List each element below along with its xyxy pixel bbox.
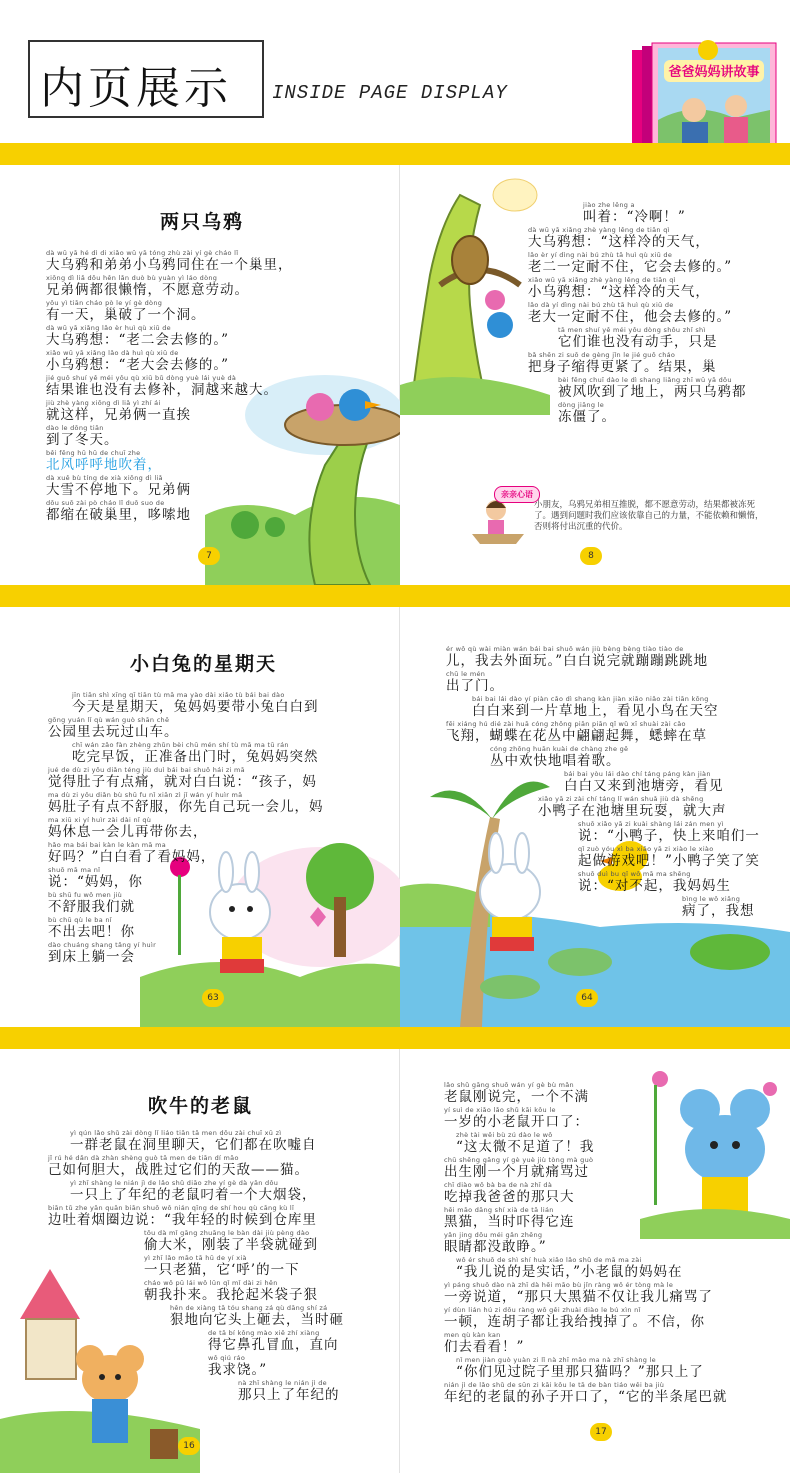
book-cover-title: 爸爸妈妈讲故事 [668,65,760,80]
story-title: 两只乌鸦 [160,211,245,233]
text-line: shuō mā ma nǐ 说：“妈妈，你 [48,866,143,890]
text-line: gōng yuán lǐ qù wán guò shān chē 公园里去玩过山车。 [48,716,179,740]
text-line: bù shū fu wǒ men jiù 不舒服我们就 [48,891,135,915]
page-number: 8 [580,547,602,565]
text-line: lǎo shǔ gāng shuō wán yí gè bù mǎn 老鼠刚说完，一个不满 [444,1081,589,1105]
text-line: jīn tiān shì xīng qī tiān tù mā ma yào dài xiǎo tù bái bai dào 今天是星期天，兔妈妈要带小兔白白到 [72,691,319,715]
text-line: qǐ zuò yóu xì ba xiǎo yā zi xiào le xiào 起做游戏吧！”小鸭子笑了笑 [578,845,760,869]
page-title: 内页展示 [40,63,232,114]
text-line: chī diào wǒ bà ba de nà zhī dà 吃掉我爸爸的那只大 [444,1181,575,1205]
tip-box [470,486,770,546]
text-line: ma dù zi yǒu diǎn bù shū fu nǐ xiān zì jǐ wán yí huìr mā 妈肚子有点不舒服，你先自己玩一会儿，妈 [48,791,324,815]
text-line: dào le dōng tiān 到了冬天。 [46,424,119,448]
story-title: 小白兔的星期天 [130,653,278,675]
text-line: xiǎo yā zi zài chí táng lǐ wán shuǎ jiù dà shēng 小鸭子在池塘里玩耍，就大声 [538,795,727,819]
text-line: xiǎo wū yā xiǎng zhè yàng lěng de tiān qì 小乌鸦想：“这样冷的天气， [528,276,710,300]
text-line: bái bai lái dào yí piàn cǎo dì shang kàn jiàn xiǎo niǎo zài tiān kōng 白白来到一片草地上，看见小鸟在天空 [472,695,719,719]
page-subtitle: INSIDE PAGE DISPLAY [272,82,508,104]
text-line: běi fēng hū hū de chuī zhe 北风呼呼地吹着， [46,449,162,473]
text-line: jiào zhe lěng a 叫着：“冷啊！” [583,201,686,225]
text-line: yì páng shuō dào nà zhī dà hēi māo bù jǐn ràng wǒ ér tòng mà le 一旁说道，“那只大黑猫不仅让我儿痛骂了 [444,1281,713,1305]
page-64 [400,607,790,1027]
book-cover-image [624,40,778,160]
text-line: jié guǒ shuí yě méi yǒu qù xiū bǔ dòng yuè lái yuè dà 结果谁也没有去修补，洞越来越大。 [46,374,278,398]
text-line: xiǎo wū yā xiǎng lǎo dà huì qù xiū de 小乌鸦想：“老大会去修的。” [46,349,230,373]
text-line: yì qún lǎo shǔ zài dòng lǐ liáo tiān tā men dōu zài chuī xū zì 一群老鼠在洞里聊天，它们都在吹嘘自 [70,1129,317,1153]
text-line: shuō duì bu qǐ wǒ mā ma shēng 说：“对不起，我妈妈生 [578,870,731,894]
text-line: chū shēng gāng yí gè yuè jiù tòng mà guò 出生刚一个月就痛骂过 [444,1156,594,1180]
page-number: 17 [590,1423,612,1441]
text-line: jué de dù zi yǒu diǎn téng jiù duì bái bai shuō hái zi mā 觉得肚子有点痛，就对白白说：“孩子，妈 [48,766,317,790]
spread-boasting-mouse [0,1049,790,1473]
right-page-text [528,201,747,426]
text-line: yǎn jing dōu méi gǎn zhēng 眼睛都没敢睁。” [444,1231,547,1255]
title-box [28,40,264,118]
text-line: dōu suō zài pò cháo lǐ duō suo de 都缩在破巢里，哆嗦地 [46,499,191,523]
text-line: fēi xiáng hú dié zài huā cóng zhōng piān piān qǐ wǔ xī shuài zài cǎo 飞翔，蝴蝶在花丛中翩翩起舞，蟋蟀在草 [446,720,707,744]
text-line: lǎo èr yí dìng nài bú zhù tā huì qù xiū de 老二一定耐不住，它会去修的。” [528,251,733,275]
text-line: tōu dà mǐ gāng zhuāng le bàn dài jiù pèng dào 偷大米，刚装了半袋就碰到 [144,1229,318,1253]
yellow-band-2 [0,1027,790,1049]
text-line: dòng jiāng le 冻僵了。 [558,401,616,425]
tip-text: 小朋友，乌鸦兄弟相互推脱，都不愿意劳动，结果都被冻死了。遇到问题时我们应该依靠自己的力量，不能依赖和懒惰，否则将付出沉重的代价。 [534,500,764,532]
text-line: dà wū yā hé dì di xiǎo wū yā tóng zhù zài yí gè cháo lǐ 大乌鸦和弟弟小乌鸦同住在一个巢里， [46,249,293,273]
text-line: bìng le wǒ xiǎng 病了，我想 [682,895,755,919]
text-line: bù chū qù le ba nǐ 不出去吧！你 [48,916,135,940]
page-63 [0,607,400,1027]
text-line: nǐ men jiàn guò yuàn zi lǐ nà zhī māo ma nà zhī shàng le “你们见过院子里那只猫吗？”那只上了 [456,1356,704,1380]
spread-white-rabbit [0,607,790,1027]
left-page-text [48,691,324,966]
text-line: bái bai yòu lái dào chí táng páng kàn jiàn 白白又来到池塘旁，看见 [564,770,724,794]
text-line: hēi māo dāng shí xià de tā lián 黑猫，当时吓得它连 [444,1206,575,1230]
text-line: jǐ rú hé dǎn dà zhàn shèng guò tā men de tiān dí māo 己如何胆大，战胜过它们的天敌——猫。 [48,1154,309,1178]
page-7 [0,165,400,585]
text-line: ér wǒ qù wài miàn wán bái bai shuō wán jiù bèng bèng tiào tiào de 儿，我去外面玩。”白白说完就蹦蹦跳跳地 [446,645,709,669]
text-line: wǒ ér shuō de shì shí huà xiǎo lǎo shǔ de mā ma zài “我儿说的是实话，”小老鼠的妈妈在 [456,1256,683,1280]
text-line: cóng zhōng huān kuài de chàng zhe gē 丛中欢快地唱着歌。 [490,745,629,769]
text-line: hěn de xiàng tā tóu shang zá qù dāng shí zá 狠地向它头上砸去，当时砸 [170,1304,344,1328]
text-line: zhè tài wēi bù zú dào le wǒ “这太微不足道了！我 [456,1131,595,1155]
text-line: nà zhī shàng le nián jì de 那只上了年纪的 [238,1379,340,1403]
text-line: yì zhī lǎo māo tā hū de yí xià 一只老猫，它‘呼’的一下 [144,1254,300,1278]
text-line: biān tǔ zhe yān quān biān shuō wǒ nián qīng de shí hou qù cāng kù lǐ 边吐着烟圈边说：“我年轻的时候到仓库里 [48,1204,317,1228]
text-line: shuō xiǎo yā zi kuài shàng lái zán men yì 说：“小鸭子，快上来咱们一 [578,820,760,844]
text-line: chī wán zǎo fàn zhèng zhǔn bèi chū mén shí tù mā ma tū rán 吃完早饭，正准备出门时，兔妈妈突然 [72,741,319,765]
page-number: 7 [198,547,220,565]
text-line: de tā bí kǒng mào xiě zhí xiàng 得它鼻孔冒血，直向 [208,1329,339,1353]
yellow-band-1 [0,585,790,607]
page-17 [400,1049,790,1473]
text-line: jiù zhè yàng xiōng dì liǎ yì zhí ái 就这样，兄弟俩一直挨 [46,399,191,423]
tip-badge: 亲亲心语 [494,486,540,503]
page-number: 63 [202,989,224,1007]
text-line: dà wū yā xiǎng lǎo èr huì qù xiū de 大乌鸦想：“老二会去修的。” [46,324,230,348]
text-line: dào chuáng shang tǎng yí huìr 到床上躺一会 [48,941,157,965]
text-line: ma xiū xi yí huìr zài dài nǐ qù 妈休息一会儿再带你去， [48,816,208,840]
text-line: hǎo ma bái bai kàn le kàn mā ma 好吗？”白白看了看妈妈， [48,841,216,865]
text-line: xiōng dì liǎ dōu hěn lǎn duò bù yuàn yì láo dòng 兄弟俩都很懒惰，不愿意劳动。 [46,274,249,298]
page-number: 16 [178,1437,200,1455]
story-title: 吹牛的老鼠 [148,1095,254,1117]
text-line: wǒ qiú ráo 我求饶。” [208,1354,268,1378]
text-line: dà xuě bù tíng de xià xiōng dì liǎ 大雪不停地下。兄弟俩 [46,474,191,498]
text-line: yí dùn lián hú zi dōu ràng wǒ gěi zhuài diào le bú xìn nǐ 一顿，连胡子都让我给拽掉了。不信，你 [444,1306,705,1330]
text-line: dà wū yā xiǎng zhè yàng lěng de tiān qì 大乌鸦想：“这样冷的天气， [528,226,710,250]
left-page-text [48,1129,344,1404]
right-page-text [444,1081,727,1406]
yellow-band-top [0,143,790,165]
text-line: chū le mén 出了门。 [446,670,504,694]
text-line: yì zhī shàng le nián jì de lǎo shǔ diāo zhe yí gè dà yān dǒu 一只上了年纪的老鼠叼着一个大烟袋， [70,1179,317,1203]
left-page-text [46,249,293,524]
header [0,0,790,165]
text-line: bǎ shēn zi suō de gèng jǐn le jié guǒ cháo 把身子缩得更紧了。结果，巢 [528,351,717,375]
text-line: tā men shuí yě méi yǒu dòng shǒu zhǐ shì 它们谁也没有动手，只是 [558,326,718,350]
text-line: yí suì de xiǎo lǎo shǔ kāi kǒu le 一岁的小老鼠开口了： [444,1106,589,1130]
page-16 [0,1049,400,1473]
page-number: 64 [576,989,598,1007]
text-line: men qù kàn kan 们去看看！” [444,1331,525,1355]
spread-two-crows [0,165,790,585]
text-line: nián jì de lǎo shǔ de sūn zi kāi kǒu le tā de bàn tiáo wěi ba jiù 年纪的老鼠的孙子开口了，“它的半条尾巴就 [444,1381,728,1405]
right-page-text [446,645,760,920]
text-line: cháo wǒ pū lái wǒ lūn qǐ mǐ dài zi hěn 朝我扑来。我抡起米袋子狠 [144,1279,318,1303]
text-line: yǒu yì tiān cháo pò le yí gè dòng 有一天，巢破了一个洞。 [46,299,206,323]
text-line: lǎo dà yí dìng nài bú zhù tā huì qù xiū de 老大一定耐不住，他会去修的。” [528,301,733,325]
text-line: bèi fēng chuī dào le dì shang liǎng zhī wū yā dōu 被风吹到了地上，两只乌鸦都 [558,376,747,400]
